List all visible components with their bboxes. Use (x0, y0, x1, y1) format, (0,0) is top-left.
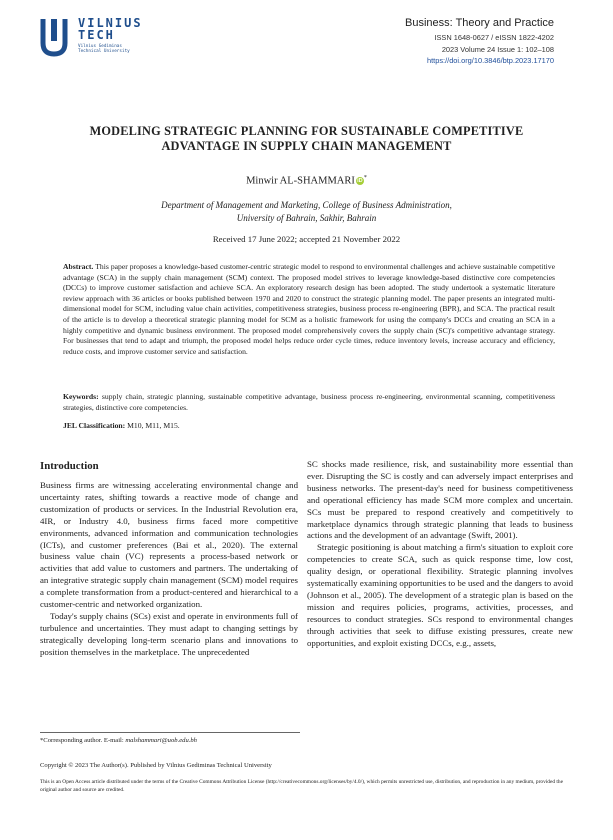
paragraph: Business firms are witnessing accelerating environmental change and uncertainty rates, shifting towards a reactive mode of change and customization of products or services. In the Industrial Revolution era, 4IR, or Industry 4.0, business firms faced more competitive environments, advanced information and communication technologies (ICTs), and customer preferences (Bai et al., 2020). The external business value chain (VC) represents a process-based network or activities that add value to customers and partners. The undertaking of an integrative strategic supply chain management (SCM) model requires a complete transformation from a product-centered and hierarchical to a customer-centric and networked organization. (40, 480, 298, 610)
abstract-text: This paper proposes a knowledge-based customer-centric strategic model to respond to environmental challenges and achieve sustainable competitive advantage (SCA) in the supply chain management (SCM) context. The proposed model strives to leverage knowledge-based distinctive core competencies (DCCs) to improve customer satisfaction and achieve SCA. An exploratory research design has been adopted. The study undertook a systematic literature review approach with 36 articles or books published between 1970 and 2020 to construct the strategic planning model. The paper presents an integrated multi-dimensional model for SCM, including value chain activities, competitiveness strategies, business process re-engineering (BPR), and SCA. The practical result of the article is to develop a theoretical strategic planning model for SCM as a holistic framework for using the company's DCCs and creating an SCA in a highly competitive and dynamic business environment. The proposed model comprehensively covers the supply chain (SC)'s competitive advantage strategy. For businesses that tend to adapt and triumph, the proposed model helps reduce order cycle times, reduce inventory levels, increase accuracy and efficiency, reduce costs, and improve customer service and satisfaction. (63, 262, 555, 356)
title-line-1: MODELING STRATEGIC PLANNING FOR SUSTAINABLE COMPETITIVE (89, 124, 524, 138)
license-notice: This is an Open Access article distributed under the terms of the Creative Commons Attribution License (http://creativecommons.org/licenses/by/4.0/), which permits unrestricted use, distribution, and reproduction in any medium, provided the original author and source are credited. (40, 779, 563, 793)
university-logo (40, 17, 160, 59)
journal-volume: 2023 Volume 24 Issue 1: 102–108 (441, 44, 554, 54)
journal-info (405, 17, 554, 67)
doi-link[interactable]: https://doi.org/10.3846/btp.2023.17170 (427, 56, 554, 65)
journal-name: Business: Theory and Practice (405, 17, 554, 29)
corresponding-author-note: *Corresponding author. E-mail: malshammari@uob.edu.bh (40, 737, 197, 744)
jel-label: JEL Classification: (63, 421, 126, 430)
paragraph: SC shocks made resilience, risk, and sustainability more essential than ever. Disrupting the SC is costly and can adversely impact enterprises and business networks. The present-day's need for business competitiveness and operational efficiency has made SCM more complex and uncertain. SCs must be prepared to respond creatively and competitively to marketplace dynamics through strategic planning that leads to business actions and the development of an advantage (Swift, 2001). (307, 459, 573, 541)
orcid-icon[interactable]: iD (357, 177, 363, 184)
paragraph: Today's supply chains (SCs) exist and operate in environments full of turbulence and uncertainties. They must adapt to changing settings by strategically developing long-term scenario plans and innovations to position themselves in the marketplace. The unprecedented (40, 610, 298, 657)
title-line-2: ADVANTAGE IN SUPPLY CHAIN MANAGEMENT (161, 139, 452, 153)
keywords-text: supply chain, strategic planning, sustainable competitive advantage, business process re-engineering, environmental scanning, competitiveness strategies, distinctive core competencies. (63, 392, 555, 412)
abstract-label: Abstract. (63, 262, 94, 271)
author-email-link[interactable]: malshammari@uob.edu.bh (125, 737, 197, 744)
article-title (40, 124, 573, 154)
keywords (63, 392, 555, 413)
logo-subtitle: Vilnius Gediminas Technical University (78, 44, 130, 55)
copyright-notice: Copyright © 2023 The Author(s). Published by Vilnius Gediminas Technical University (40, 762, 272, 769)
keywords-label: Keywords: (63, 392, 99, 401)
received-dates: Received 17 June 2022; accepted 21 November 2022 (212, 234, 401, 244)
journal-issn: ISSN 1648-0627 / eISSN 1822-4202 (434, 33, 554, 42)
section-heading-introduction: Introduction (40, 460, 99, 472)
footnote-divider (40, 732, 300, 733)
body-column-left (40, 458, 298, 659)
jel-classification (63, 421, 555, 432)
body-column-right (307, 459, 573, 650)
corresponding-mark: * (363, 175, 367, 181)
affiliation: Department of Management and Marketing, College of Business Administration, University of Bahrain, Sakhir, Bahrain (161, 200, 452, 223)
vilnius-tech-logo-icon (40, 17, 68, 57)
author-line (40, 175, 573, 187)
logo-text-vilnius: VILNIUS (78, 16, 143, 30)
abstract (63, 262, 555, 357)
paragraph: Strategic positioning is about matching a firm's situation to exploit core competencies to create SCA, such as quick response time, low cost, quality design, or operational flexibility. Strategic planning involves systematically examining opportunities to be used and the dangers to avoid (Johnson et al., 2005). The development of a strategic plan is based on the mission and requires policies, programs, activities, processes, and resources to conduct strategies. SCs respond to environmental changes through activities that seek to diffuse existing pressures, create new opportunities, and exploit existing DCCs, e.g., assets, (307, 542, 573, 648)
jel-text: M10, M11, M15. (125, 421, 180, 430)
logo-text-tech: TECH (78, 28, 115, 42)
author-name: Minwir AL-SHAMMARI (246, 175, 355, 187)
